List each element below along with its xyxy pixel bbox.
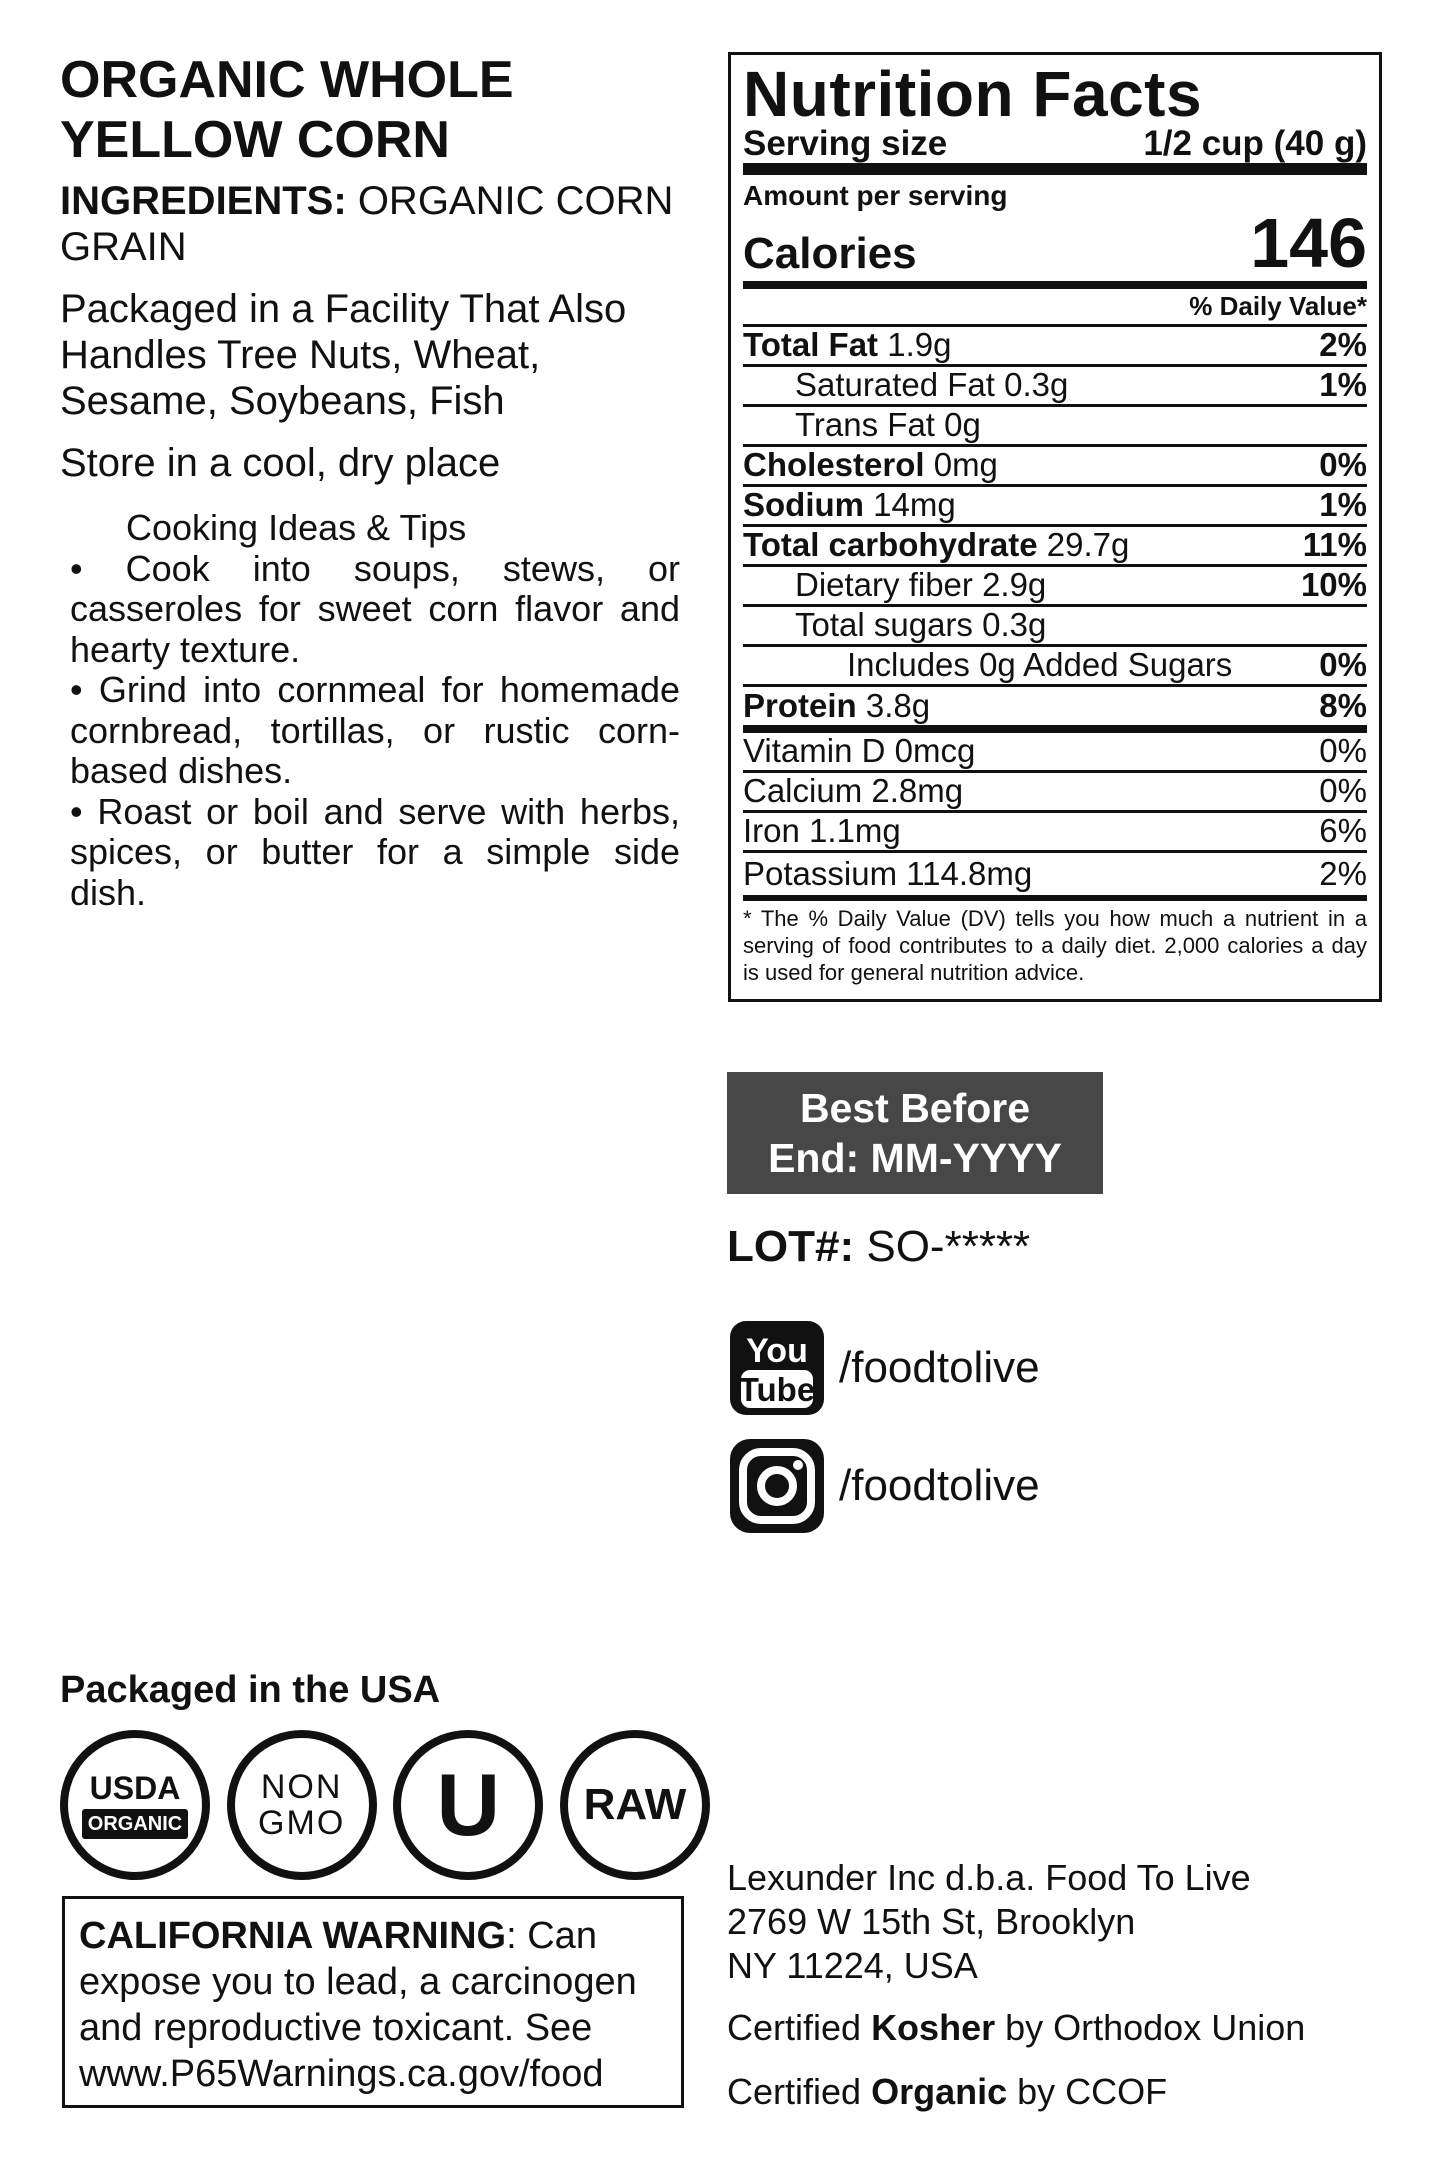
nutrient-name: Total carbohydrate: [743, 526, 1038, 563]
kosher-post: by Orthodox Union: [995, 2007, 1306, 2048]
tip-item: • Roast or boil and serve with herbs, spices, or butter for a simple side dish.: [70, 790, 680, 913]
vitamin-name: Vitamin D: [743, 732, 886, 769]
youtube-handle[interactable]: /foodtolive: [839, 1343, 1040, 1392]
storage-instructions: Store in a cool, dry place: [60, 441, 501, 485]
nutrient-amount: 2.9g: [982, 566, 1047, 603]
calories-row: [743, 204, 1367, 289]
california-warning-label: CALIFORNIA WARNING: [79, 1915, 507, 1957]
nutrient-dv: 2%: [1319, 326, 1367, 363]
nutrition-facts-panel: [728, 52, 1382, 1002]
youtube-icon: [727, 1318, 827, 1418]
raw-text: RAW: [583, 1780, 687, 1829]
youtube-icon-text-bottom: Tube: [738, 1371, 816, 1408]
organic-certification: [727, 2070, 1167, 2114]
nutrient-amount: 1.9g: [887, 326, 952, 363]
kosher-u-letter: U: [436, 1755, 501, 1854]
usda-badge-top: USDA: [89, 1770, 181, 1806]
company-line2: 2769 W 15th St, Brooklyn: [727, 1901, 1136, 1942]
packaged-country: Packaged in the USA: [60, 1669, 441, 1711]
lot-number: [727, 1222, 1030, 1272]
kosher-u-badge: [393, 1730, 543, 1880]
vitamin-row-vitamin-d: [743, 733, 1367, 773]
nutrient-row-total-carbohydrate: [743, 527, 1367, 567]
vitamin-dv: 0%: [1319, 732, 1367, 769]
cooking-tips: [70, 508, 680, 913]
nutrient-dv: 10%: [1300, 566, 1367, 603]
nutrient-row-added-sugars: [743, 647, 1367, 687]
nutrient-amount: 0g: [944, 406, 981, 443]
nutrient-dv: 8%: [1319, 687, 1367, 724]
company-line3: NY 11224, USA: [727, 1945, 978, 1986]
nutrient-name: Dietary fiber: [795, 566, 973, 603]
vitamin-row-calcium: [743, 773, 1367, 813]
nutrient-row-saturated-fat: [743, 367, 1367, 407]
nutrient-amount: 29.7g: [1046, 526, 1130, 563]
nutrient-amount: 0.3g: [1004, 366, 1069, 403]
calories-label: Calories: [743, 229, 917, 278]
nutrient-row-cholesterol: [743, 447, 1367, 487]
serving-size-value: 1/2 cup (40 g): [1143, 124, 1367, 163]
nutrient-row-total-fat: [743, 327, 1367, 367]
vitamin-row-iron: [743, 813, 1367, 853]
amount-per-serving: Amount per serving: [743, 180, 1008, 211]
nutrient-amount: 14mg: [873, 486, 956, 523]
serving-size-label: Serving size: [743, 124, 948, 163]
product-title: [60, 50, 680, 170]
vitamin-name: Iron: [743, 812, 800, 849]
vitamin-dv: 2%: [1319, 855, 1367, 892]
usda-organic-badge: [60, 1730, 210, 1880]
nutrient-name: Trans Fat: [795, 406, 935, 443]
nutrient-name: Protein: [743, 687, 857, 724]
company-address: [727, 1856, 1387, 1988]
nutrient-row-protein: [743, 687, 1367, 733]
vitamin-amount: 114.8mg: [906, 855, 1033, 892]
vitamin-amount: 0mcg: [894, 732, 976, 769]
nutrient-row-trans-fat: [743, 407, 1367, 447]
raw-badge: [560, 1730, 710, 1880]
california-warning-text: : Can expose you to lead, a carcinogen and reproductive toxicant. See www.P65Warnings.ca.gov/food: [79, 1915, 637, 2095]
ingredients: [60, 178, 690, 270]
organic-bold: Organic: [871, 2071, 1008, 2112]
nutrient-row-dietary-fiber: [743, 567, 1367, 607]
ingredients-label: INGREDIENTS:: [60, 179, 347, 223]
product-title-line2: YELLOW CORN: [60, 111, 450, 169]
vitamin-dv: 0%: [1319, 772, 1367, 809]
nutrient-dv: 0%: [1319, 646, 1367, 683]
ingredients-value: ORGANIC CORN GRAIN: [60, 179, 674, 269]
kosher-certification: [727, 2006, 1305, 2050]
nutrient-amount: 0mg: [933, 446, 998, 483]
organic-pre: Certified: [727, 2071, 872, 2112]
organic-post: by CCOF: [1007, 2071, 1168, 2112]
nutrient-row-sodium: [743, 487, 1367, 527]
calories-value: 146: [1250, 204, 1367, 282]
nutrient-name: Total sugars: [795, 606, 973, 643]
kosher-pre: Certified: [727, 2007, 872, 2048]
certification-badges: [60, 1730, 710, 1892]
nutrient-dv: 0%: [1319, 446, 1367, 483]
lot-value: SO-*****: [866, 1222, 1031, 1271]
serving-size-row: [743, 124, 1367, 175]
non-gmo-bottom: GMO: [258, 1804, 346, 1842]
company-line1: Lexunder Inc d.b.a. Food To Live: [727, 1857, 1251, 1898]
nutrient-name: Sodium: [743, 486, 864, 523]
best-before-box: [727, 1072, 1103, 1194]
non-gmo-badge: [227, 1730, 377, 1880]
nutrient-dv: 1%: [1319, 486, 1367, 523]
nutrient-dv: 11%: [1302, 526, 1367, 563]
vitamin-row-potassium: [743, 853, 1367, 893]
nutrient-row-total-sugars: [743, 607, 1367, 647]
tip-item: • Cook into soups, stews, or casseroles for sweet corn flavor and hearty texture.: [70, 547, 680, 670]
product-title-line1: ORGANIC WHOLE: [60, 51, 514, 109]
nutrient-name: Total Fat: [743, 326, 879, 363]
vitamin-amount: 1.1mg: [809, 812, 901, 849]
nutrient-dv: 1%: [1319, 366, 1367, 403]
lot-label: LOT#:: [727, 1222, 855, 1271]
usda-badge-bottom: ORGANIC: [82, 1809, 188, 1839]
youtube-link[interactable]: [727, 1318, 1040, 1418]
best-before-line2: End: MM-YYYY: [768, 1135, 1062, 1181]
allergen-statement: Packaged in a Facility That Also Handles Tree Nuts, Wheat, Sesame, Soybeans, Fish: [60, 287, 627, 423]
nutrient-amount: 3.8g: [865, 687, 931, 724]
non-gmo-top: NON: [260, 1768, 343, 1806]
best-before-line1: Best Before: [799, 1085, 1031, 1131]
nutrient-name: Includes 0g Added Sugars: [847, 646, 1233, 683]
instagram-icon: [727, 1436, 827, 1536]
youtube-icon-text-top: You: [746, 1332, 808, 1370]
kosher-bold: Kosher: [871, 2007, 996, 2048]
instagram-link[interactable]: [727, 1436, 1040, 1536]
california-warning-box: [62, 1896, 684, 2108]
vitamin-name: Calcium: [743, 772, 863, 809]
instagram-handle[interactable]: /foodtolive: [839, 1461, 1040, 1510]
nutrient-name: Cholesterol: [743, 446, 925, 483]
cooking-tips-title: Cooking Ideas & Tips: [126, 507, 467, 548]
vitamin-amount: 2.8mg: [871, 772, 964, 809]
nutrition-facts-title: Nutrition Facts: [743, 58, 1203, 130]
daily-value-header: % Daily Value*: [743, 289, 1367, 327]
vitamin-dv: 6%: [1319, 812, 1367, 849]
daily-value-footnote: * The % Daily Value (DV) tells you how much a nutrient in a serving of food contributes to a daily diet. 2,000 calories a day is used for general nutrition advice.: [743, 895, 1367, 986]
tip-item: • Grind into cornmeal for homemade cornbread, tortillas, or rustic corn-based dishes.: [70, 669, 680, 791]
nutrient-amount: 0.3g: [982, 606, 1047, 643]
nutrient-name: Saturated Fat: [795, 366, 995, 403]
vitamin-name: Potassium: [743, 855, 898, 892]
